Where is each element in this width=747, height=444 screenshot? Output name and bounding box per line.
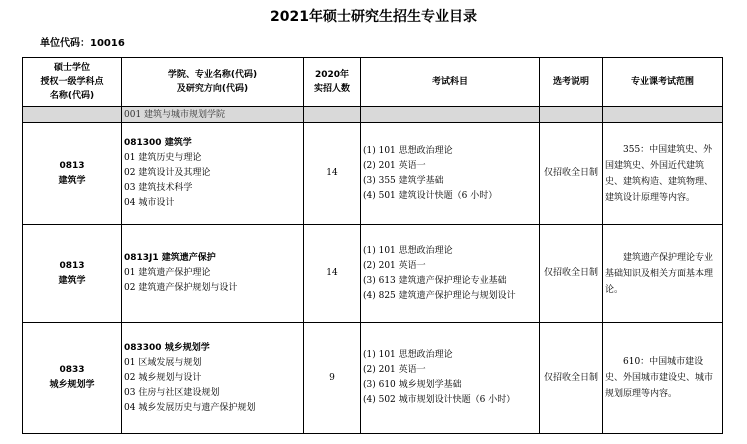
page-title: 2021年硕士研究生招生专业目录 <box>270 9 477 25</box>
header-row <box>23 58 723 107</box>
discipline-cell: 0833 城乡规划学 <box>23 323 122 434</box>
unit-code: 单位代码：10016 <box>40 38 125 49</box>
exam-cell: (1) 101 思想政治理论 (2) 201 英语一 (3) 610 城乡规划学基础 (4) 502 城市规划设计快题（6 小时） <box>361 323 540 434</box>
note-cell: 仅招收全日制 <box>540 323 603 434</box>
count-cell: 14 <box>304 123 361 225</box>
catalog-table <box>22 57 723 434</box>
note-cell: 仅招收全日制 <box>540 123 603 225</box>
discipline-cell: 0813 建筑学 <box>23 225 122 323</box>
header-major: 学院、专业名称(代码) 及研究方向(代码) <box>122 58 304 107</box>
exam-cell: (1) 101 思想政治理论 (2) 201 英语一 (3) 355 建筑学基础 (4) 501 建筑设计快题（6 小时） <box>361 123 540 225</box>
exam-cell: (1) 101 思想政治理论 (2) 201 英语一 (3) 613 建筑遗产保护理论专业基础 (4) 825 建筑遗产保护理论与规划设计 <box>361 225 540 323</box>
table-row <box>23 323 723 434</box>
major-cell: 083300 城乡规划学 01 区域发展与规划 02 城乡规划与设计 03 住房与社区建设规划 04 城乡发展历史与遗产保护规划 <box>122 323 304 434</box>
range-cell: 建筑遗产保护理论专业基础知识及相关方面基本理论。 <box>603 225 723 323</box>
major-cell: 0813J1 建筑遗产保护 01 建筑遗产保护理论 02 建筑遗产保护规划与设计 <box>122 225 304 323</box>
count-cell: 14 <box>304 225 361 323</box>
discipline-cell: 0813 建筑学 <box>23 123 122 225</box>
header-count: 2020年 实招人数 <box>304 58 361 107</box>
range-cell: 355：中国建筑史、外国建筑史、外国近代建筑史、建筑构造、建筑物理、建筑设计原理等内容。 <box>603 123 723 225</box>
header-exams: 考试科目 <box>361 58 540 107</box>
college-row <box>23 107 723 123</box>
header-note: 选考说明 <box>540 58 603 107</box>
note-cell: 仅招收全日制 <box>540 225 603 323</box>
count-cell: 9 <box>304 323 361 434</box>
header-range: 专业课考试范围 <box>603 58 723 107</box>
header-discipline: 硕士学位 授权一级学科点 名称(代码) <box>23 58 122 107</box>
college-name: 001 建筑与城市规划学院 <box>122 107 304 123</box>
major-cell: 081300 建筑学 01 建筑历史与理论 02 建筑设计及其理论 03 建筑技术科学 04 城市设计 <box>122 123 304 225</box>
table-row <box>23 123 723 225</box>
range-cell: 610：中国城市建设史、外国城市建设史、城市规划原理等内容。 <box>603 323 723 434</box>
table-row <box>23 225 723 323</box>
